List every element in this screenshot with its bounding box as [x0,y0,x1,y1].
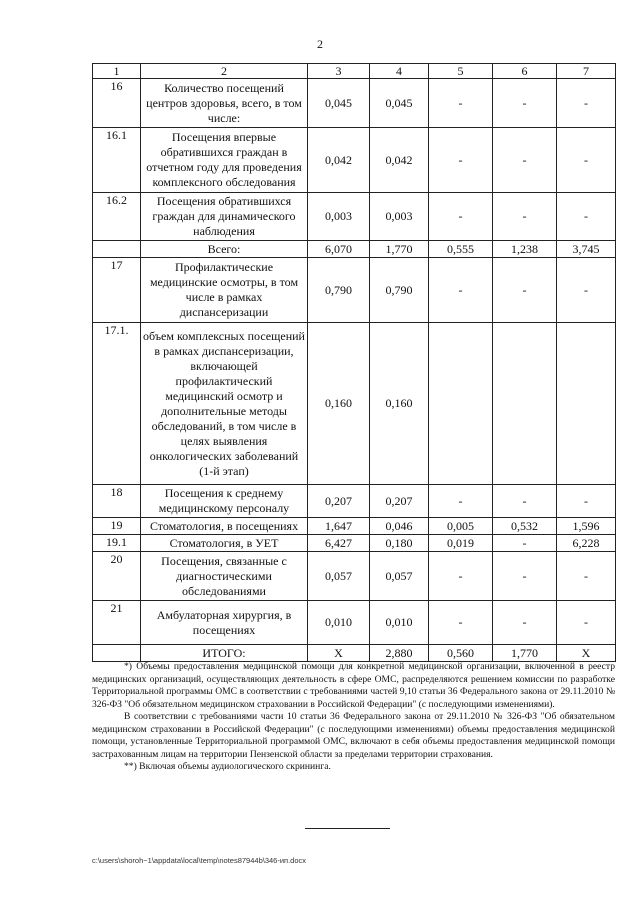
row-name: Посещения к среднему медицинскому персоналу [141,485,308,518]
volumes-table [92,63,616,662]
table-row [93,128,616,193]
table-header-row [93,64,616,79]
table-row [93,258,616,323]
row-name: объем комплексных посещений в рамках диспансеризации, включающей профилактический медицинский осмотр и дополнительные методы обследований, в том числе в целях выявления онкологических заболеваний (1-й этап) [141,323,308,485]
cell-col6: - [493,258,557,323]
cell-col7: - [557,128,616,193]
row-number: 17.1. [93,323,141,485]
cell-col3: 0,790 [308,258,370,323]
header-cell: 4 [370,64,429,79]
cell-col6: - [493,601,557,645]
cell-col7: 1,596 [557,518,616,535]
page-number: 2 [317,37,323,51]
table-row [93,193,616,241]
row-number: 21 [93,601,141,645]
header-cell: 1 [93,64,141,79]
row-name: Посещения обратившихся граждан для динамического наблюдения [141,193,308,241]
cell-col7: - [557,485,616,518]
row-name: Количество посещений центров здоровья, всего, в том числе: [141,79,308,128]
row-name: Профилактические медицинские осмотры, в том числе в рамках диспансеризации [141,258,308,323]
row-number: 17 [93,258,141,323]
table-row [93,601,616,645]
row-number [93,241,141,258]
row-number: 16.1 [93,128,141,193]
row-name: Всего: [141,241,308,258]
cell-col7: 3,745 [557,241,616,258]
footnote-omc-distribution: *) Объемы предоставления медицинской помощи для конкретной медицинской организации, включенной в реестр медицинских организаций, осуществляющих деятельность в сфере ОМС, распределяются решением комиссии по разработке Территориальной программы ОМС в соответствии с требованиями частей 9,10 статьи 36 Федерального закона от 29.11.2010 № 326-ФЗ "Об обязательном медицинском страховании в Российской Федерации" (с последующими изменениями). [92,661,615,710]
cell-col4: 0,180 [370,535,429,552]
table-row [93,552,616,601]
separator-line [305,828,390,829]
cell-col3: Х [308,645,370,662]
cell-col6: - [493,193,557,241]
cell-col6: - [493,79,557,128]
header-cell: 3 [308,64,370,79]
row-number: 18 [93,485,141,518]
cell-col3: 0,003 [308,193,370,241]
cell-col5: 0,005 [429,518,493,535]
table-row [93,518,616,535]
cell-col5: 0,019 [429,535,493,552]
cell-col4: 0,042 [370,128,429,193]
cell-col7 [557,323,616,485]
row-number: 19.1 [93,535,141,552]
header-cell: 7 [557,64,616,79]
cell-col4: 0,010 [370,601,429,645]
cell-col5: - [429,79,493,128]
header-cell: 6 [493,64,557,79]
cell-col5 [429,323,493,485]
cell-col5: 0,555 [429,241,493,258]
footnotes [92,661,615,774]
cell-col3: 6,070 [308,241,370,258]
cell-col6: 1,238 [493,241,557,258]
cell-col3: 0,042 [308,128,370,193]
row-number: 16 [93,79,141,128]
row-name: Стоматология, в посещениях [141,518,308,535]
row-name: Посещения впервые обратившихся граждан в отчетном году для проведения комплексного обследования [141,128,308,193]
table-row [93,535,616,552]
cell-col3: 1,647 [308,518,370,535]
cell-col7: - [557,601,616,645]
cell-col6: - [493,552,557,601]
cell-col5: - [429,485,493,518]
row-number: 20 [93,552,141,601]
cell-col4: 0,045 [370,79,429,128]
row-name: ИТОГО: [141,645,308,662]
cell-col7: - [557,552,616,601]
cell-col4: 2,880 [370,645,429,662]
table-row [93,485,616,518]
cell-col5: - [429,601,493,645]
cell-col7: Х [557,645,616,662]
cell-col3: 6,427 [308,535,370,552]
cell-col5: 0,560 [429,645,493,662]
cell-col4: 0,207 [370,485,429,518]
table-row [93,79,616,128]
cell-col4: 0,046 [370,518,429,535]
cell-col4: 1,770 [370,241,429,258]
cell-col7: - [557,193,616,241]
row-name: Стоматология, в УЕТ [141,535,308,552]
cell-col7: - [557,258,616,323]
cell-col3: 0,057 [308,552,370,601]
file-path: c:\users\shoroh~1\appdata\local\temp\notes87944b\346-ип.docx [92,856,307,865]
cell-col4: 0,160 [370,323,429,485]
row-number: 19 [93,518,141,535]
cell-col6: - [493,535,557,552]
cell-col3: 0,045 [308,79,370,128]
cell-col4: 0,057 [370,552,429,601]
table-row [93,645,616,662]
cell-col5: - [429,258,493,323]
cell-col7: 6,228 [557,535,616,552]
table-row [93,241,616,258]
row-number [93,645,141,662]
cell-col6: - [493,485,557,518]
cell-col3: 0,160 [308,323,370,485]
footnote-audiology: **) Включая объемы аудиологического скрининга. [124,761,331,772]
cell-col6: 1,770 [493,645,557,662]
cell-col3: 0,207 [308,485,370,518]
cell-col6 [493,323,557,485]
cell-col7: - [557,79,616,128]
cell-col6: 0,532 [493,518,557,535]
cell-col5: - [429,552,493,601]
cell-col5: - [429,128,493,193]
footnote-insurance-territory: В соответствии с требованиями части 10 статьи 36 Федерального закона от 29.11.2010 № 326-ФЗ "Об обязательном медицинском страховании в Российской Федерации" (с последующими изменениями) объемы предоставления медицинской помощи, установленные Территориальной программой ОМС, включают в себя объемы предоставления медицинской помощи застрахованным лицам на территории Пензенской области за пределами территории страхования. [92,711,615,760]
row-number: 16.2 [93,193,141,241]
cell-col5: - [429,193,493,241]
cell-col3: 0,010 [308,601,370,645]
cell-col6: - [493,128,557,193]
row-name: Посещения, связанные с диагностическими обследованиями [141,552,308,601]
cell-col4: 0,790 [370,258,429,323]
table-row [93,323,616,485]
cell-col4: 0,003 [370,193,429,241]
header-cell: 5 [429,64,493,79]
row-name: Амбулаторная хирургия, в посещениях [141,601,308,645]
header-cell: 2 [141,64,308,79]
